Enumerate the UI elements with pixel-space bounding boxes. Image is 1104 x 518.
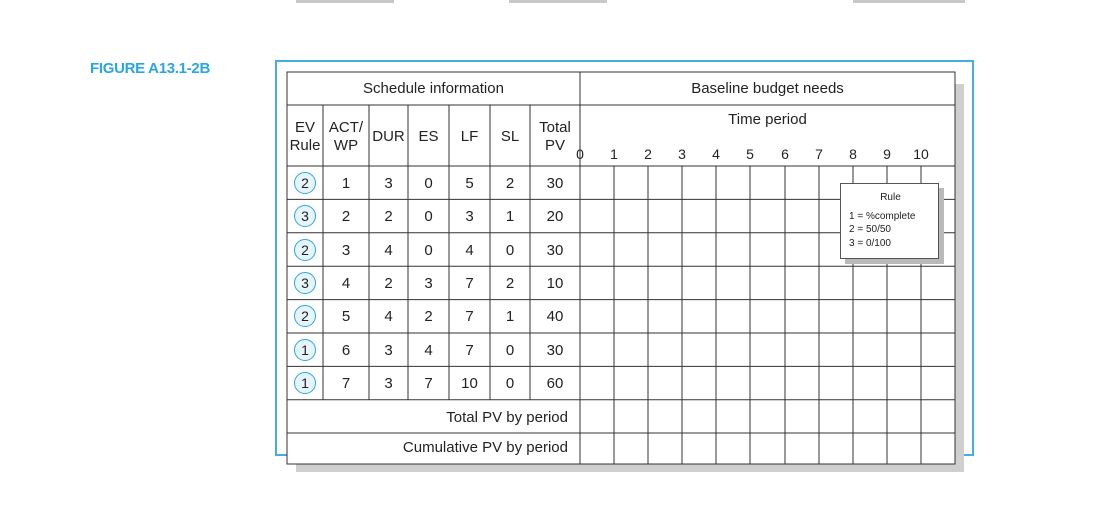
legend-line-2: 2 = 50/50 [849,224,891,235]
cell-act-row-7: 7 [341,375,351,393]
header-rule: Rule [289,137,321,154]
cell-lf-row-4: 7 [465,274,474,292]
cell-dur-row-4: 2 [384,274,393,292]
cell-es-row-2: 0 [424,208,433,226]
cell-lf-row-1: 5 [465,174,474,192]
time-tick-3: 3 [678,146,686,162]
legend-line-1: 1 = %complete [849,211,916,222]
cell-act-row-5: 5 [341,308,351,326]
cell-lf-row-7: 10 [461,375,478,393]
cell-pv-row-5: 40 [546,308,564,326]
cell-pv-row-3: 30 [546,241,564,259]
section-baseline-budget-needs: Baseline budget needs [691,80,844,97]
header-act: ACT/ [328,119,364,136]
cell-act-row-3: 3 [341,241,351,259]
time-tick-2: 2 [644,146,652,162]
cell-es-row-6: 4 [424,341,433,359]
cell-sl-row-4: 2 [505,274,515,292]
rule-legend [840,183,939,259]
cell-lf-row-5: 7 [465,308,474,326]
time-tick-9: 9 [883,146,891,162]
cell-es-row-4: 3 [424,274,433,292]
cell-es-row-3: 0 [424,241,433,259]
cell-act-row-1: 1 [341,174,351,192]
header-es: ES [418,128,439,145]
ev-rule-circle: 2 [294,172,316,194]
time-tick-1: 1 [610,146,618,162]
cell-pv-row-1: 30 [546,174,564,192]
cell-act-row-6: 6 [341,341,351,359]
cell-act-row-4: 4 [341,274,351,292]
cell-sl-row-7: 0 [505,375,515,393]
cell-sl-row-1: 2 [505,174,515,192]
time-tick-4: 4 [712,146,720,162]
time-tick-7: 7 [815,146,823,162]
ev-rule-circle: 2 [294,239,316,261]
cell-dur-row-1: 3 [384,174,393,192]
cell-dur-row-5: 4 [384,308,393,326]
cell-lf-row-6: 7 [465,341,474,359]
time-period-label: Time period [728,111,807,128]
cell-pv-row-4: 10 [546,274,564,292]
header-lf: LF [460,128,479,145]
header-total: Total [539,119,571,136]
cell-sl-row-6: 0 [505,341,515,359]
section-schedule-information: Schedule information [363,80,504,97]
cell-pv-row-2: 20 [546,208,564,226]
cell-lf-row-2: 3 [465,208,474,226]
cell-pv-row-6: 30 [546,341,564,359]
cell-sl-row-5: 1 [505,308,515,326]
ev-rule-circle: 3 [294,272,316,294]
time-tick-8: 8 [849,146,857,162]
time-tick-0: 0 [576,146,584,162]
time-tick-5: 5 [746,146,754,162]
cell-lf-row-3: 4 [465,241,474,259]
cell-dur-row-2: 2 [384,208,393,226]
cell-es-row-1: 0 [424,174,433,192]
header-sl: SL [500,128,520,145]
header-pv: PV [544,137,565,154]
cell-es-row-7: 7 [424,375,433,393]
header-dur: DUR [372,128,405,145]
time-tick-6: 6 [781,146,789,162]
cell-dur-row-7: 3 [384,375,393,393]
cell-dur-row-6: 3 [384,341,393,359]
cell-sl-row-3: 0 [505,241,515,259]
header-wp: WP [333,137,359,154]
cell-pv-row-7: 60 [546,375,564,393]
cell-es-row-5: 2 [424,308,433,326]
ev-rule-circle: 3 [294,205,316,227]
footer-total-pv-by-period: Total PV by period [446,409,568,426]
cell-dur-row-3: 4 [384,241,393,259]
ev-rule-circle: 1 [294,339,316,361]
header-ev: EV [294,119,315,136]
footer-cumulative-pv-by-period: Cumulative PV by period [402,439,568,456]
legend-title: Rule [880,192,901,203]
cell-act-row-2: 2 [341,208,351,226]
ev-rule-circle: 1 [294,372,316,394]
time-tick-10: 10 [913,146,929,162]
ev-rule-circle: 2 [294,305,316,327]
cell-sl-row-2: 1 [505,208,515,226]
legend-line-3: 3 = 0/100 [849,238,891,249]
figure-label: FIGURE A13.1-2B [90,60,210,77]
